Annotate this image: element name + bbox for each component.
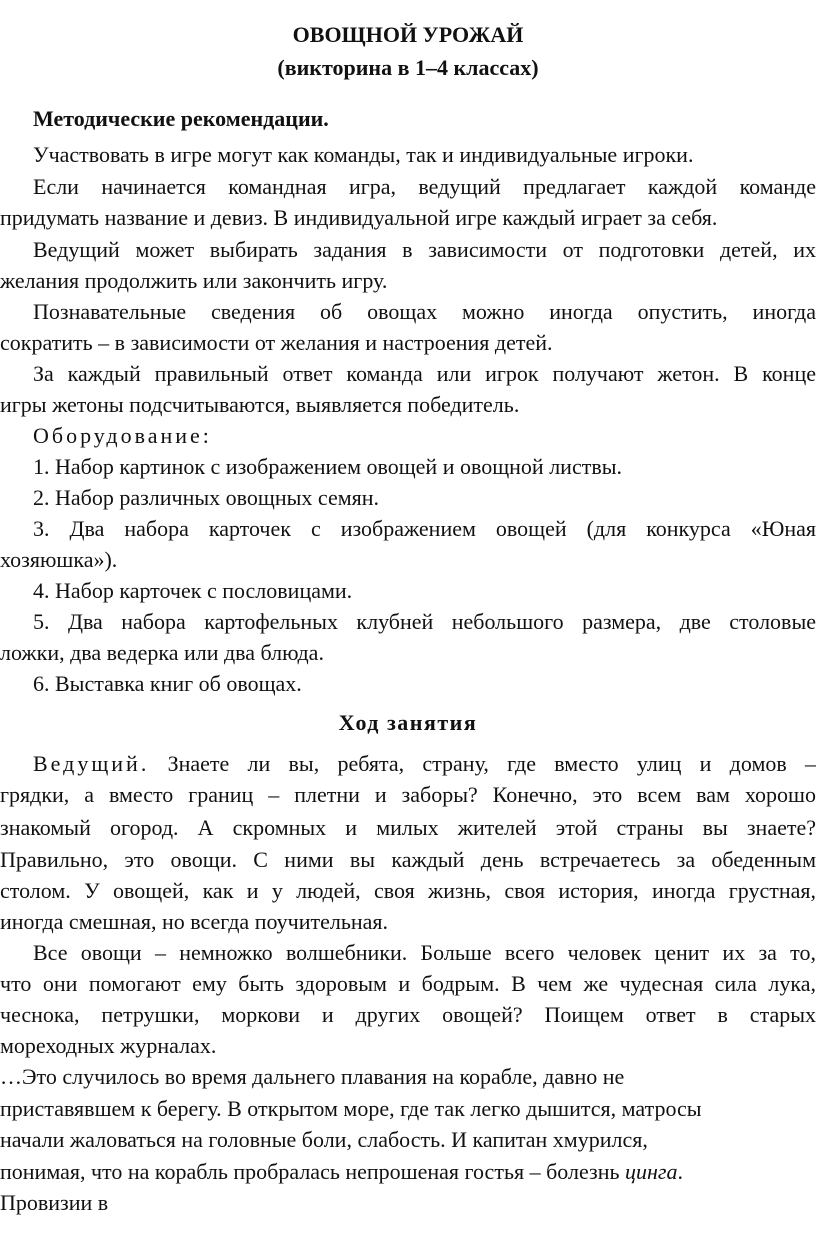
- story-period: .: [677, 1159, 684, 1184]
- paragraph-line: желания продолжить или закончить игру.: [0, 268, 388, 293]
- equipment-item: 6. Выставка книг об овощах.: [33, 671, 302, 696]
- paragraph-line: что они помогают ему быть здоровым и бодрым. В чем же чудесная сила лука,: [0, 971, 816, 996]
- method-heading: Методические рекомендации.: [33, 106, 329, 131]
- paragraph-line: столом. У овощей, как и у людей, своя жизнь, своя история, иногда грустная,: [0, 878, 816, 903]
- paragraph-line: иногда смешная, но всегда поучительная.: [0, 909, 389, 934]
- equipment-item: хозяюшка»).: [0, 547, 118, 572]
- story-line: Провизии в: [0, 1190, 109, 1215]
- host-speech: Знаете ли вы, ребята, страну, где вместо улиц и домов –: [167, 751, 816, 776]
- disease-name: цинга: [625, 1159, 678, 1184]
- story-line: …Это случилось во время дальнего плавания на корабле, давно не: [0, 1064, 625, 1089]
- host-label: Ведущий.: [33, 751, 150, 776]
- equipment-item: 2. Набор различных овощных семян.: [33, 485, 380, 510]
- equipment-item: 5. Два набора картофельных клубней небольшого размера, две столовые: [33, 609, 816, 634]
- paragraph-line: Участвовать в игре могут как команды, так и индивидуальные игроки.: [33, 142, 694, 167]
- equipment-item: 4. Набор карточек с пословицами.: [33, 578, 353, 603]
- document-subtitle: (викторина в 1–4 классах): [277, 55, 539, 80]
- paragraph-line: Если начинается командная игра, ведущий предлагает каждой команде: [33, 174, 816, 199]
- paragraph-line: Ведущий может выбирать задания в зависимости от подготовки детей, их: [33, 237, 816, 262]
- paragraph-line: мореходных журналах.: [0, 1033, 217, 1058]
- paragraph-line: За каждый правильный ответ команда или игрок получают жетон. В конце: [33, 361, 816, 386]
- paragraph-line: Правильно, это овощи. С ними вы каждый день встречаетесь за обеденным: [0, 847, 816, 872]
- equipment-item: ложки, два ведерка или два блюда.: [0, 640, 324, 665]
- story-line: приставявшем к берегу. В открытом море, где так легко дышится, матросы: [0, 1096, 702, 1121]
- paragraph-line: игры жетоны подсчитываются, выявляется победитель.: [0, 392, 520, 417]
- paragraph-line: придумать название и девиз. В индивидуальной игре каждый играет за себя.: [0, 205, 718, 230]
- paragraph-line: Познавательные сведения об овощах можно иногда опустить, иногда: [33, 299, 816, 324]
- equipment-label: Оборудование:: [33, 423, 212, 448]
- paragraph-line: Все овощи – немножко волшебники. Больше всего человек ценит их за то,: [33, 940, 816, 965]
- story-line: начали жаловаться на головные боли, слабость. И капитан хмурился,: [0, 1127, 648, 1152]
- document-title: ОВОЩНОЙ УРОЖАЙ: [292, 22, 524, 47]
- paragraph-line: чеснока, петрушки, моркови и других овощей? Поищем ответ в старых: [0, 1002, 816, 1027]
- equipment-item: 1. Набор картинок с изображением овощей и овощной листвы.: [33, 454, 623, 479]
- equipment-item: 3. Два набора карточек с изображением овощей (для конкурса «Юная: [33, 516, 816, 541]
- lesson-heading: Ход занятия: [338, 710, 478, 735]
- story-text: понимая, что на корабль пробралась непрошеная гостья – болезнь: [0, 1159, 620, 1184]
- paragraph-line: знакомый огород. А скромных и милых жителей этой страны вы знаете?: [0, 815, 816, 840]
- paragraph-line: сократить – в зависимости от желания и настроения детей.: [0, 330, 553, 355]
- paragraph-line: грядки, а вместо границ – плетни и заборы? Конечно, это всем вам хорошо: [0, 782, 816, 807]
- paragraph-line: [0, 751, 816, 777]
- story-line: [0, 1159, 816, 1185]
